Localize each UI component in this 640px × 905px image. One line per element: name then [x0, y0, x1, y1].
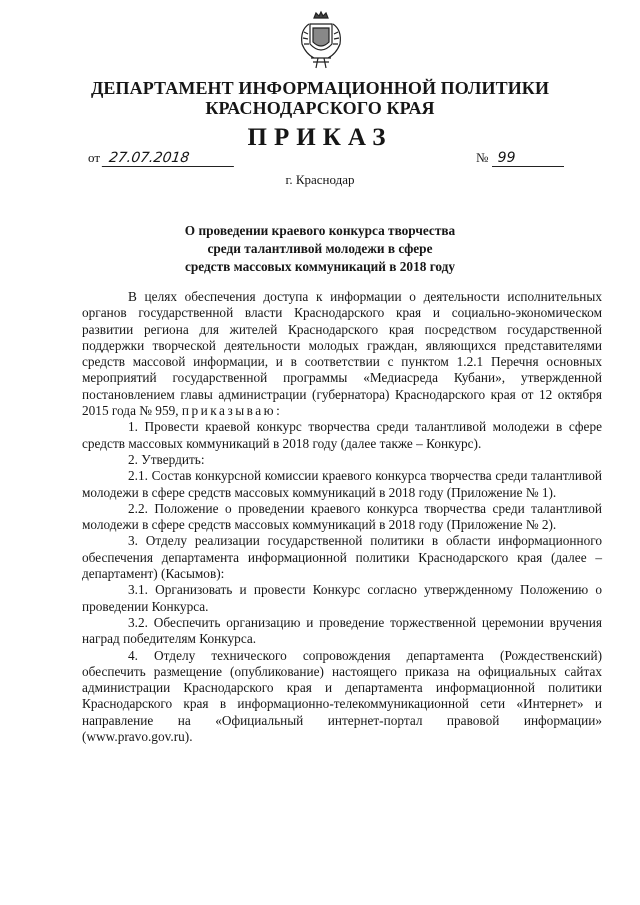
department-name-line1: ДЕПАРТАМЕНТ ИНФОРМАЦИОННОЙ ПОЛИТИКИ: [90, 78, 550, 98]
paragraph-3: 3. Отделу реализации государственной политики в области информационного обеспечения департамента информационной политики Краснодарского края (далее – департамент) (Касымов):: [82, 533, 602, 582]
order-subject: [150, 222, 490, 276]
subject-line: среди талантливой молодежи в сфере: [207, 241, 433, 256]
paragraph-2-2: 2.2. Положение о проведении краевого конкурса творчества среди талантливой молодежи в сфере средств массовых коммуникаций в 2018 году (Приложение № 2).: [82, 500, 602, 533]
preamble-text: В целях обеспечения доступа к информации о деятельности исполнительных органов государственной власти Краснодарского края и социально-экономическом развитии региона для жителей Краснодарского края посредством государственной поддержки творческой деятельности молодых граждан, являющихся представителями средств массовой информации, и в соответствии с пунктом 1.2.1 Перечня основных мероприятий государственной программы «Медиасреда Кубани», утвержденной постановлением главы администрации (губернатора) Краснодарского края от 12 октября 2015 года № 959,: [82, 289, 602, 419]
number-prefix: №: [476, 150, 489, 165]
document-type-title: ПРИКАЗ: [247, 124, 393, 151]
number-row: [476, 150, 564, 167]
order-body: [82, 289, 602, 745]
department-name-line2: КРАСНОДАРСКОГО КРАЯ: [205, 98, 435, 118]
paragraph-preamble: [82, 289, 602, 419]
date-row: [88, 150, 235, 167]
handwritten-date: 27.07.2018: [102, 150, 236, 167]
paragraph-3-2: 3.2. Обеспечить организацию и проведение торжественной церемонии вручения наград победителям Конкурса.: [82, 614, 602, 647]
paragraph-4: 4. Отделу технического сопровождения департамента (Рождественский) обеспечить размещение (опубликование) настоящего приказа на официальных сайтах администрации Краснодарского края и департамента информационной политики Краснодарского края в информационно-телекоммуникационной сети «Интернет» и направление на «Официальный интернет-портал правовой информации» (www.pravo.gov.ru).: [82, 647, 602, 745]
coat-of-arms-icon: [296, 10, 346, 70]
paragraph-2: 2. Утвердить:: [128, 451, 205, 467]
paragraph-3-1: 3.1. Организовать и провести Конкурс согласно утвержденному Положению о проведении Конкурса.: [82, 582, 602, 614]
handwritten-number: 99: [492, 150, 564, 167]
paragraph-1: 1. Провести краевой конкурс творчества среди талантливой молодежи в сфере средств массовых коммуникаций в 2018 году (далее также – Конкурс).: [82, 419, 602, 451]
date-prefix: от: [88, 150, 101, 165]
order-word: приказываю:: [181, 403, 283, 419]
city-name: г. Краснодар: [285, 172, 355, 187]
subject-line: средств массовых коммуникаций в 2018 году: [184, 259, 456, 274]
subject-line: О проведении краевого конкурса творчества: [184, 223, 456, 238]
paragraph-2-1: 2.1. Состав конкурсной комиссии краевого конкурса творчества среди талантливой молодежи в сфере средств массовых коммуникаций в 2018 году (Приложение № 1).: [82, 468, 602, 500]
